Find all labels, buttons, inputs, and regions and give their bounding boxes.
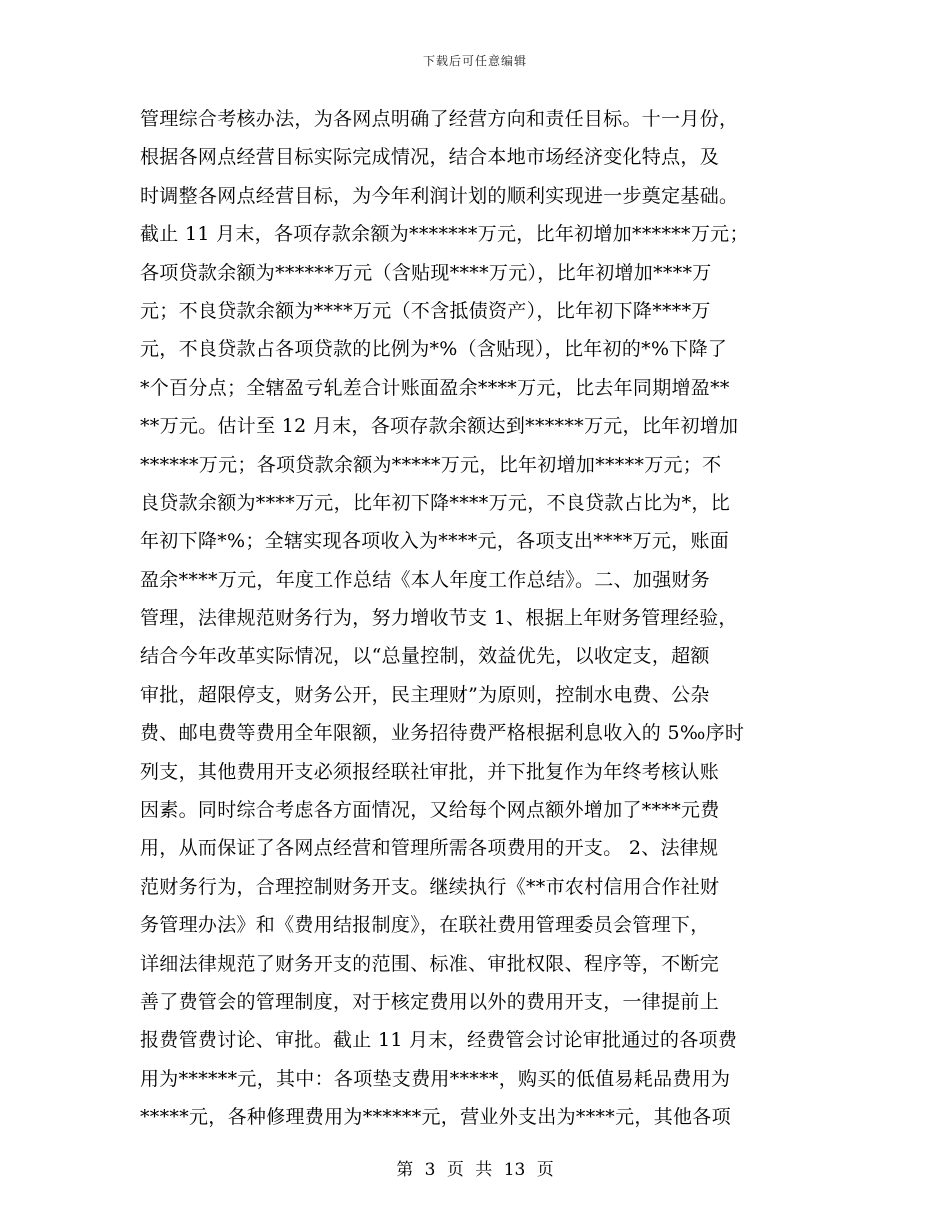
text-line: 元；不良贷款余额为****万元（不含抵债资产），比年初下降****万 — [140, 299, 711, 322]
text-line: 列支，其他费用开支必须报经联社审批，并下批复作为年终考核认账 — [140, 760, 720, 783]
text-line: *个百分点；全辖盈亏轧差合计账面盈余****万元，比去年同期增盈** — [140, 376, 730, 399]
text-line: 范财务行为，合理控制财务开支。继续执行《**市农村信用合作社财 — [140, 875, 720, 898]
text-line: 时调整各网点经营目标，为今年利润计划的顺利实现进一步奠定基础。 — [140, 184, 739, 207]
text-line: ******万元；各项贷款余额为*****万元，比年初增加*****万元；不 — [140, 453, 722, 476]
page-number-footer: 第 3 页 共 13 页 — [396, 1160, 554, 1180]
text-line: 各项贷款余额为******万元（含贴现****万元），比年初增加****万 — [140, 261, 712, 284]
text-line: 结合今年改革实际情况，以“总量控制，效益优先，以收定支，超额 — [140, 645, 710, 668]
text-line: 良贷款余额为****万元，比年初下降****万元，不良贷款占比为*，比 — [140, 491, 731, 514]
text-line: 年初下降*%；全辖实现各项收入为****元，各项支出****万元，账面 — [140, 530, 730, 553]
text-line: 详细法律规范了财务开支的范围、标准、审批权限、程序等，不断完 — [140, 952, 720, 975]
text-line: 费、邮电费等费用全年限额，业务招待费严格根据利息收入的 5‰序时 — [140, 722, 745, 745]
text-line: 因素。同时综合考虑各方面情况，又给每个网点额外增加了****元费 — [140, 799, 720, 822]
text-line: *****元，各种修理费用为******元，营业外支出为****元，其他各项 — [140, 1106, 731, 1129]
text-line: 管理，法律规范财务行为，努力增收节支 1、根据上年财务管理经验， — [140, 607, 738, 630]
text-line: **万元。估计至 12 月末，各项存款余额达到******万元，比年初增加 — [140, 415, 739, 438]
text-line: 审批，超限停支，财务公开，民主理财”为原则，控制水电费、公杂 — [140, 683, 710, 706]
text-line: 报费管费讨论、审批。截止 11 月末，经费管会讨论审批通过的各项费 — [140, 1029, 738, 1052]
text-line: 管理综合考核办法，为各网点明确了经营方向和责任目标。十一月份， — [140, 108, 739, 130]
text-line: 盈余****万元，年度工作总结《本人年度工作总结》。二、加强财务 — [140, 568, 711, 591]
page-header-note: 下载后可任意编辑 — [422, 54, 527, 68]
text-line: 善了费管会的管理制度，对于核定费用以外的费用开支，一律提前上 — [140, 990, 720, 1013]
text-line: 务管理办法》和《费用结报制度》，在联社费用管理委员会管理下， — [140, 914, 710, 937]
text-line: 用为******元，其中：各项垫支费用*****，购买的低值易耗品费用为 — [140, 1067, 731, 1090]
document-body — [140, 100, 820, 1137]
text-line: 元，不良贷款占各项贷款的比例为*%（含贴现），比年初的*%下降了 — [140, 338, 728, 361]
text-line: 根据各网点经营目标实际完成情况，结合本地市场经济变化特点，及 — [140, 146, 720, 169]
text-line: 截止 11 月末，各项存款余额为*******万元，比年初增加******万元； — [140, 223, 749, 246]
text-line: 用，从而保证了各网点经营和管理所需各项费用的开支。 2、法律规 — [140, 837, 719, 860]
